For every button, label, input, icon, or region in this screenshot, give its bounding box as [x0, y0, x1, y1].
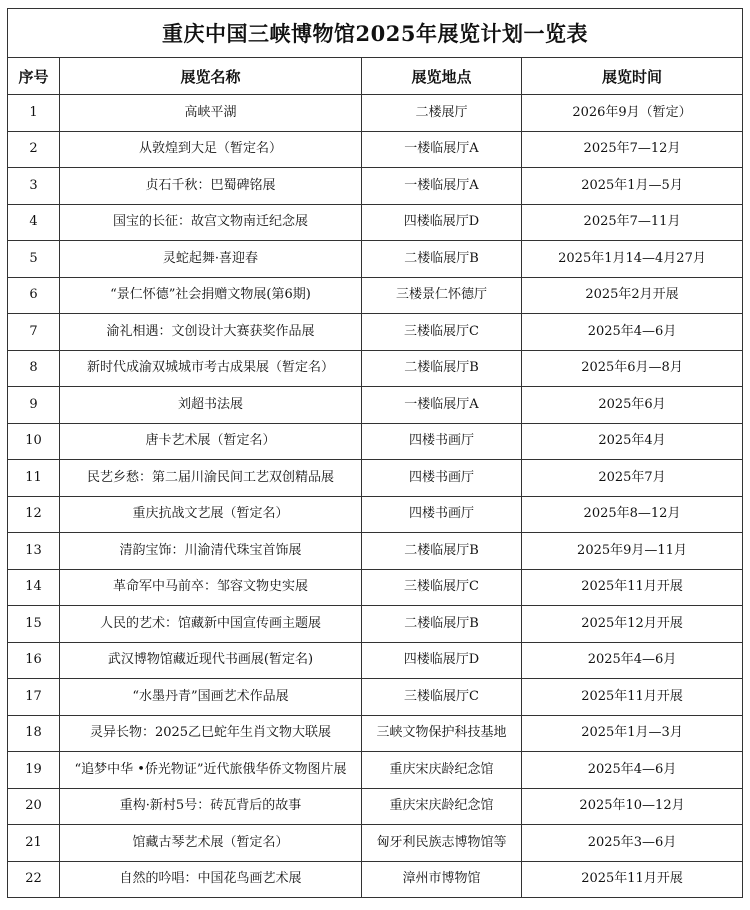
cell-place: 四楼临展厅D	[362, 642, 522, 679]
header-name: 展览名称	[60, 58, 362, 95]
table-row	[8, 752, 743, 789]
cell-name: 武汉博物馆藏近现代书画展(暂定名)	[60, 642, 362, 679]
cell-name: 民艺乡愁：第二届川渝民间工艺双创精品展	[60, 460, 362, 497]
cell-time: 2025年7—12月	[522, 131, 743, 168]
exhibition-table	[7, 8, 743, 898]
cell-place: 重庆宋庆龄纪念馆	[362, 788, 522, 825]
table-row	[8, 131, 743, 168]
cell-name: “水墨丹青”国画艺术作品展	[60, 679, 362, 716]
cell-place: 匈牙利民族志博物馆等	[362, 825, 522, 862]
cell-name: 重构·新村5号：砖瓦背后的故事	[60, 788, 362, 825]
header-no: 序号	[8, 58, 60, 95]
cell-no: 9	[8, 387, 60, 424]
cell-place: 四楼书画厅	[362, 423, 522, 460]
table-row	[8, 204, 743, 241]
cell-no: 14	[8, 569, 60, 606]
cell-no: 1	[8, 95, 60, 132]
table-row	[8, 825, 743, 862]
cell-time: 2025年11月开展	[522, 569, 743, 606]
cell-time: 2025年11月开展	[522, 861, 743, 898]
cell-name: 重庆抗战文艺展（暂定名）	[60, 496, 362, 533]
table-row	[8, 460, 743, 497]
cell-no: 3	[8, 168, 60, 205]
table-row	[8, 679, 743, 716]
table-row	[8, 168, 743, 205]
cell-no: 8	[8, 350, 60, 387]
cell-place: 三楼临展厅C	[362, 679, 522, 716]
cell-place: 一楼临展厅A	[362, 168, 522, 205]
cell-time: 2025年4—6月	[522, 642, 743, 679]
cell-name: 刘超书法展	[60, 387, 362, 424]
cell-no: 17	[8, 679, 60, 716]
cell-time: 2025年3—6月	[522, 825, 743, 862]
table-row	[8, 533, 743, 570]
table-row	[8, 350, 743, 387]
cell-time: 2025年1月14—4月27月	[522, 241, 743, 278]
cell-no: 12	[8, 496, 60, 533]
cell-time: 2026年9月（暂定）	[522, 95, 743, 132]
cell-no: 15	[8, 606, 60, 643]
cell-name: 唐卡艺术展（暂定名）	[60, 423, 362, 460]
cell-name: 渝礼相遇：文创设计大赛获奖作品展	[60, 314, 362, 351]
cell-place: 四楼临展厅D	[362, 204, 522, 241]
cell-time: 2025年6月	[522, 387, 743, 424]
cell-time: 2025年8—12月	[522, 496, 743, 533]
cell-place: 三楼临展厅C	[362, 569, 522, 606]
cell-no: 16	[8, 642, 60, 679]
cell-time: 2025年4—6月	[522, 752, 743, 789]
table-title: 重庆中国三峡博物馆2025年展览计划一览表	[8, 9, 743, 58]
table-row	[8, 569, 743, 606]
cell-name: 革命军中马前卒：邹容文物史实展	[60, 569, 362, 606]
cell-no: 20	[8, 788, 60, 825]
cell-no: 4	[8, 204, 60, 241]
cell-time: 2025年11月开展	[522, 679, 743, 716]
cell-name: 新时代成渝双城城市考古成果展（暂定名）	[60, 350, 362, 387]
cell-time: 2025年9月—11月	[522, 533, 743, 570]
cell-place: 一楼临展厅A	[362, 387, 522, 424]
table-row	[8, 642, 743, 679]
cell-time: 2025年7—11月	[522, 204, 743, 241]
cell-no: 11	[8, 460, 60, 497]
table-row	[8, 277, 743, 314]
cell-place: 三峡文物保护科技基地	[362, 715, 522, 752]
cell-no: 2	[8, 131, 60, 168]
cell-name: 国宝的长征：故宫文物南迁纪念展	[60, 204, 362, 241]
cell-name: 灵蛇起舞·喜迎春	[60, 241, 362, 278]
cell-time: 2025年4月	[522, 423, 743, 460]
cell-place: 一楼临展厅A	[362, 131, 522, 168]
table-row	[8, 715, 743, 752]
cell-place: 漳州市博物馆	[362, 861, 522, 898]
cell-no: 22	[8, 861, 60, 898]
cell-name: “景仁怀德”社会捐赠文物展(第6期)	[60, 277, 362, 314]
cell-time: 2025年2月开展	[522, 277, 743, 314]
cell-no: 5	[8, 241, 60, 278]
cell-time: 2025年10—12月	[522, 788, 743, 825]
cell-name: 馆藏古琴艺术展（暂定名）	[60, 825, 362, 862]
cell-time: 2025年4—6月	[522, 314, 743, 351]
cell-place: 三楼景仁怀德厅	[362, 277, 522, 314]
cell-no: 19	[8, 752, 60, 789]
cell-place: 重庆宋庆龄纪念馆	[362, 752, 522, 789]
table-row	[8, 496, 743, 533]
cell-name: 自然的吟唱：中国花鸟画艺术展	[60, 861, 362, 898]
cell-place: 四楼书画厅	[362, 460, 522, 497]
cell-name: 清韵宝饰：川渝清代珠宝首饰展	[60, 533, 362, 570]
table-row	[8, 95, 743, 132]
cell-no: 18	[8, 715, 60, 752]
cell-place: 三楼临展厅C	[362, 314, 522, 351]
cell-time: 2025年7月	[522, 460, 743, 497]
cell-no: 21	[8, 825, 60, 862]
cell-time: 2025年1月—5月	[522, 168, 743, 205]
table-row	[8, 788, 743, 825]
cell-name: 高峡平湖	[60, 95, 362, 132]
cell-place: 二楼展厅	[362, 95, 522, 132]
cell-place: 二楼临展厅B	[362, 533, 522, 570]
cell-name: 从敦煌到大足（暂定名）	[60, 131, 362, 168]
cell-place: 二楼临展厅B	[362, 606, 522, 643]
cell-no: 6	[8, 277, 60, 314]
exhibition-plan-sheet	[7, 8, 742, 898]
cell-name: 贞石千秋：巴蜀碑铭展	[60, 168, 362, 205]
table-row	[8, 314, 743, 351]
table-row	[8, 387, 743, 424]
header-row	[8, 58, 743, 95]
cell-no: 13	[8, 533, 60, 570]
cell-time: 2025年12月开展	[522, 606, 743, 643]
cell-place: 二楼临展厅B	[362, 350, 522, 387]
cell-name: 人民的艺术：馆藏新中国宣传画主题展	[60, 606, 362, 643]
cell-name: 灵异长物：2025乙巳蛇年生肖文物大联展	[60, 715, 362, 752]
table-row	[8, 241, 743, 278]
table-row	[8, 606, 743, 643]
cell-place: 二楼临展厅B	[362, 241, 522, 278]
cell-name: “追梦中华 •侨光物证”近代旅俄华侨文物图片展	[60, 752, 362, 789]
header-time: 展览时间	[522, 58, 743, 95]
cell-time: 2025年6月—8月	[522, 350, 743, 387]
cell-place: 四楼书画厅	[362, 496, 522, 533]
table-row	[8, 423, 743, 460]
cell-time: 2025年1月—3月	[522, 715, 743, 752]
table-row	[8, 861, 743, 898]
cell-no: 7	[8, 314, 60, 351]
cell-no: 10	[8, 423, 60, 460]
table-body	[8, 95, 743, 898]
header-place: 展览地点	[362, 58, 522, 95]
